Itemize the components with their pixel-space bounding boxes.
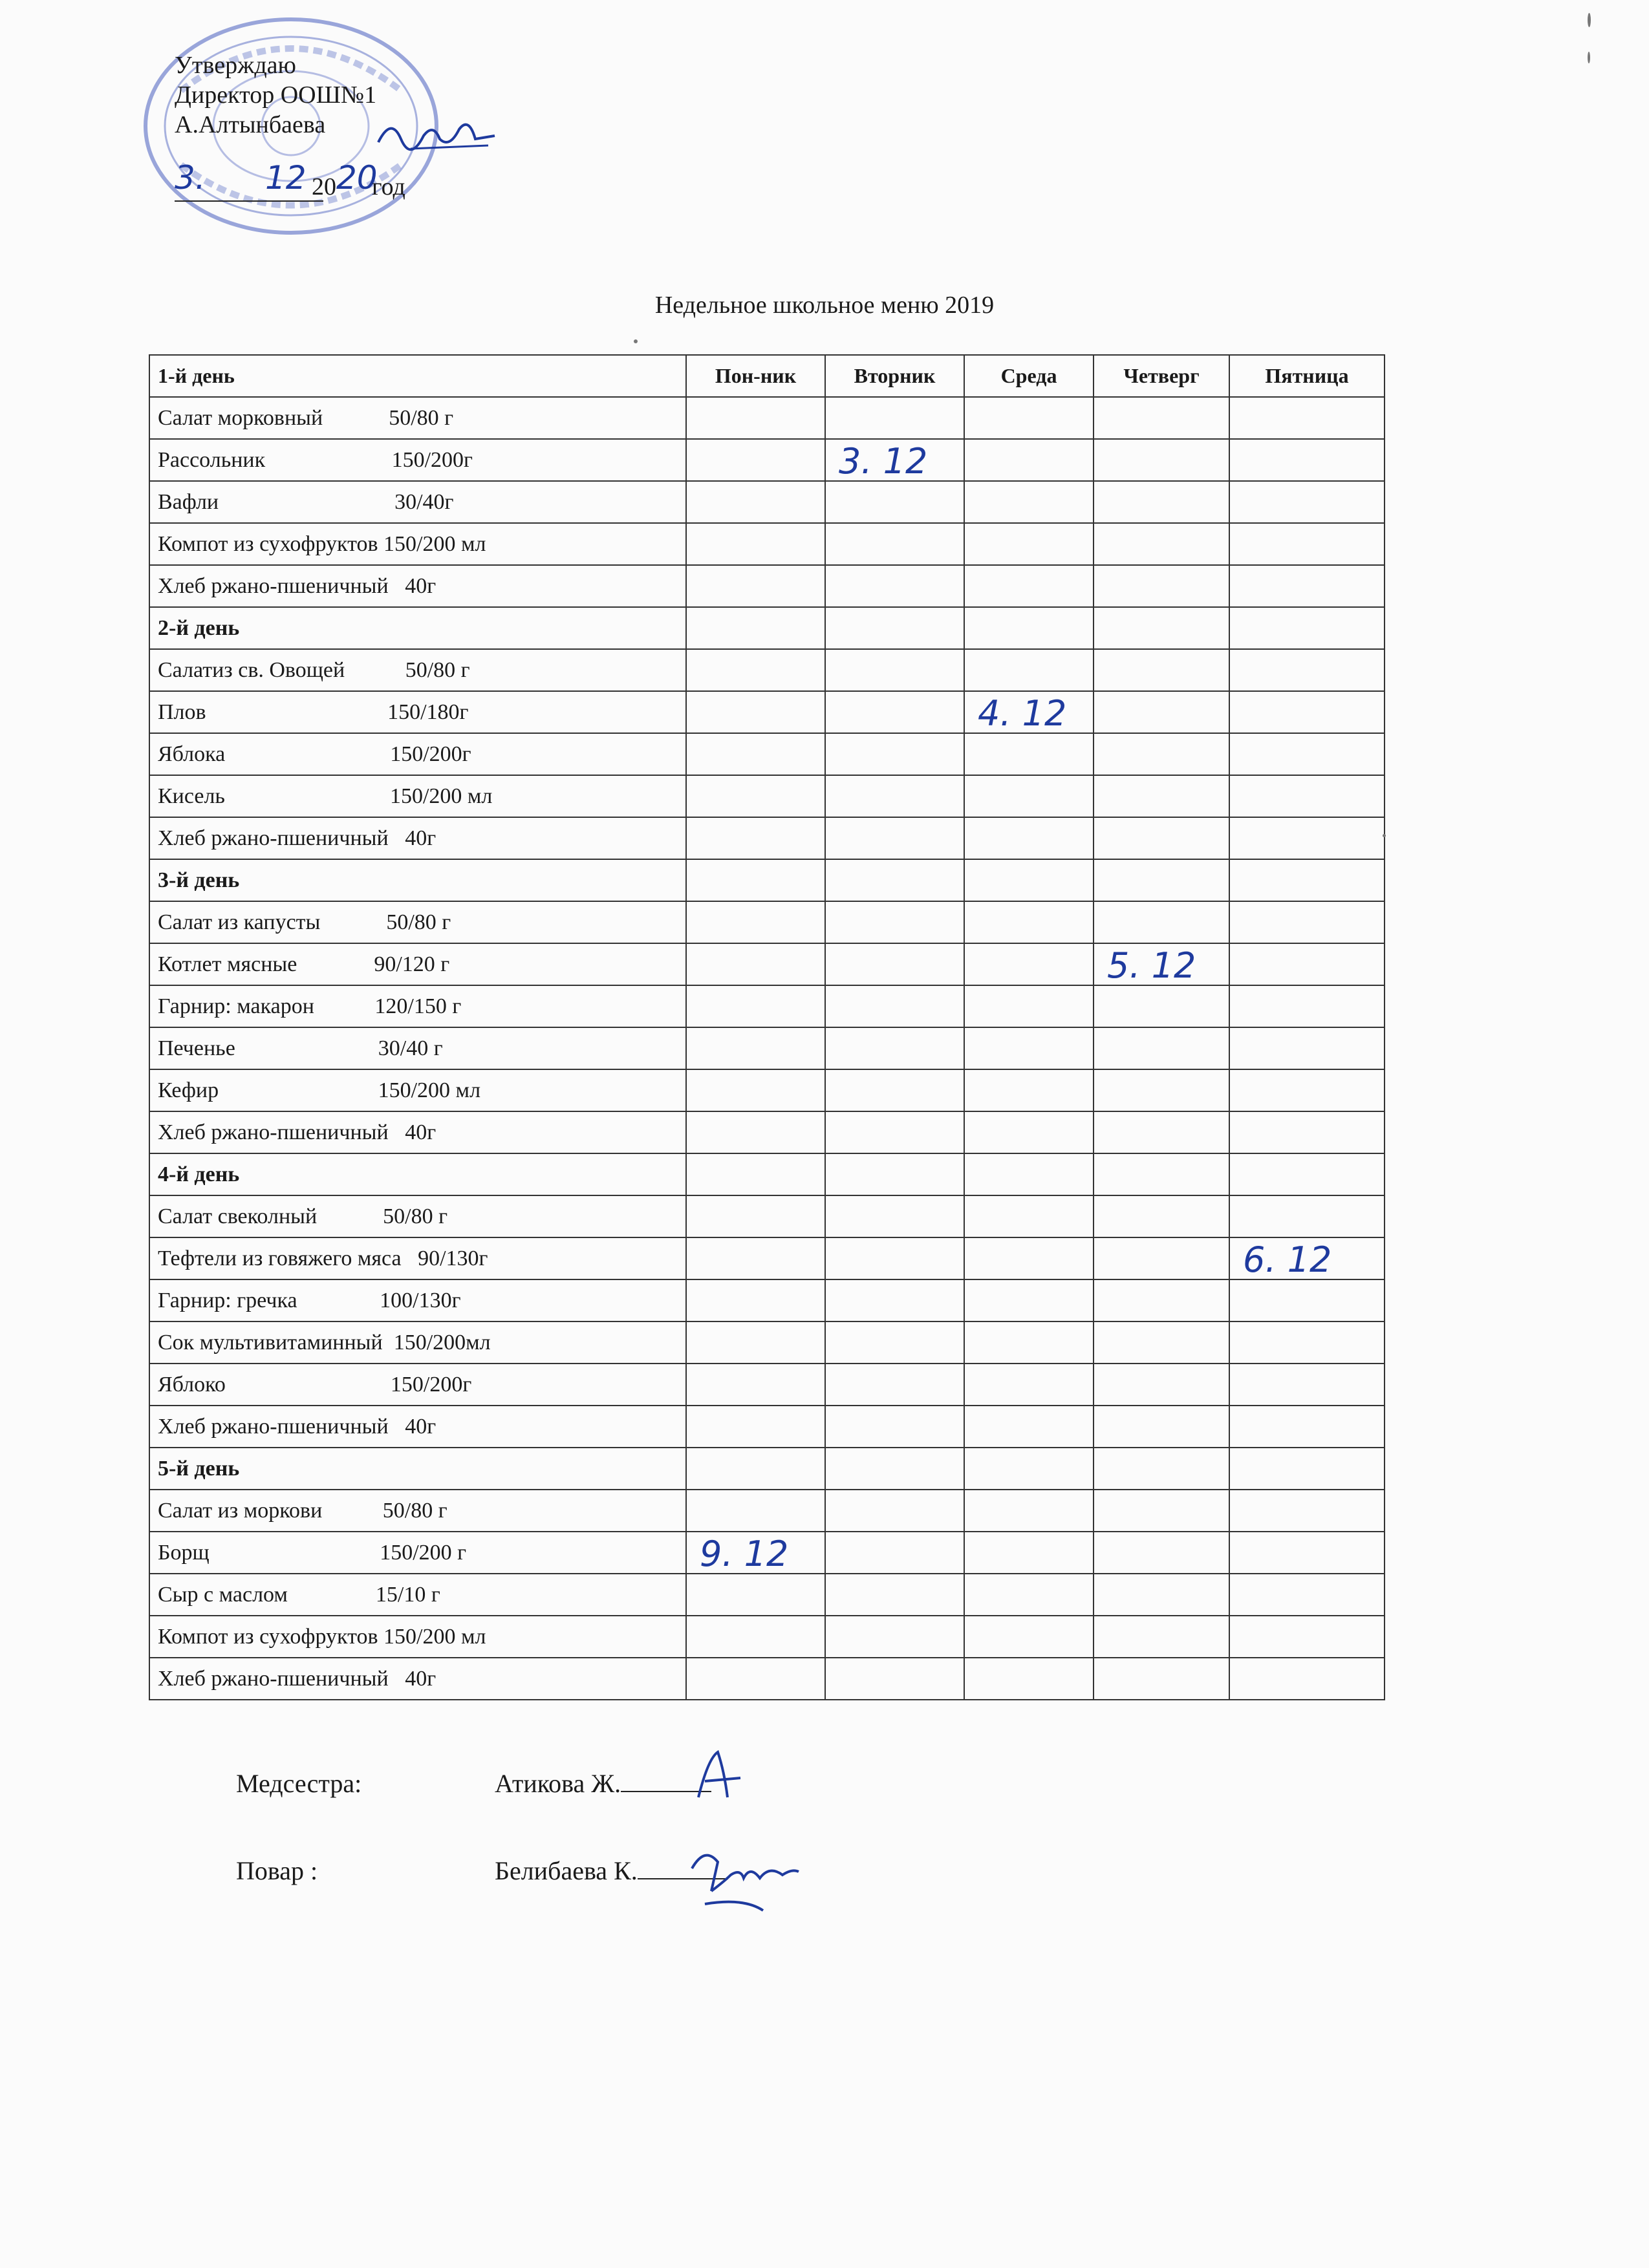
day-cell bbox=[825, 1195, 964, 1237]
day-cell bbox=[1094, 439, 1229, 481]
day-cell bbox=[825, 733, 964, 775]
day-cell bbox=[686, 1448, 825, 1490]
day-cell bbox=[686, 1279, 825, 1321]
day-cell bbox=[964, 817, 1094, 859]
day-cell bbox=[686, 691, 825, 733]
day-cell bbox=[1094, 901, 1229, 943]
menu-item: Тефтели из говяжего мяса 90/130г bbox=[149, 1237, 686, 1279]
day-cell bbox=[964, 1448, 1094, 1490]
table-row bbox=[149, 1364, 1385, 1406]
menu-item: Кисель 150/200 мл bbox=[149, 775, 686, 817]
day-cell bbox=[825, 1448, 964, 1490]
table-row bbox=[149, 1279, 1385, 1321]
day-cell bbox=[964, 1279, 1094, 1321]
day-cell bbox=[1229, 1321, 1385, 1364]
day-cell bbox=[1229, 775, 1385, 817]
menu-item: Компот из сухофруктов 150/200 мл bbox=[149, 1616, 686, 1658]
table-row bbox=[149, 901, 1385, 943]
day-cell bbox=[686, 397, 825, 439]
day-cell bbox=[964, 1069, 1094, 1111]
day-cell bbox=[686, 649, 825, 691]
menu-item: Хлеб ржано-пшеничный 40г bbox=[149, 817, 686, 859]
approval-date-day: 3. bbox=[175, 159, 206, 197]
handwritten-date: 6. 12 bbox=[1243, 1239, 1332, 1279]
table-row bbox=[149, 1532, 1385, 1574]
nurse-line bbox=[236, 1768, 711, 1799]
day-cell bbox=[1094, 1574, 1229, 1616]
day-cell bbox=[1229, 1069, 1385, 1111]
day-cell bbox=[1094, 733, 1229, 775]
day-cell bbox=[964, 1237, 1094, 1279]
day-cell bbox=[686, 859, 825, 901]
day-cell bbox=[686, 439, 825, 481]
day-cell bbox=[1229, 1532, 1385, 1574]
header-monday: Пон-ник bbox=[686, 355, 825, 397]
day-cell bbox=[1094, 1406, 1229, 1448]
day-cell bbox=[964, 859, 1094, 901]
table-row bbox=[149, 1616, 1385, 1658]
table-row bbox=[149, 565, 1385, 607]
table-row bbox=[149, 439, 1385, 481]
day-cell bbox=[964, 1406, 1094, 1448]
day-cell bbox=[1094, 691, 1229, 733]
day-cell bbox=[1229, 1195, 1385, 1237]
table-header-row bbox=[149, 355, 1385, 397]
day-cell bbox=[1094, 775, 1229, 817]
day-cell bbox=[825, 943, 964, 985]
day-cell bbox=[1094, 943, 1229, 985]
day-cell bbox=[1229, 1364, 1385, 1406]
day-cell bbox=[1094, 1448, 1229, 1490]
menu-item: Хлеб ржано-пшеничный 40г bbox=[149, 1658, 686, 1700]
day-cell bbox=[1229, 1658, 1385, 1700]
day-cell bbox=[686, 901, 825, 943]
scan-speck bbox=[1588, 13, 1591, 27]
day-cell bbox=[1229, 439, 1385, 481]
day-cell bbox=[825, 817, 964, 859]
day-cell bbox=[964, 901, 1094, 943]
day-cell bbox=[1094, 985, 1229, 1027]
day-cell bbox=[825, 1069, 964, 1111]
day-cell bbox=[964, 565, 1094, 607]
menu-item: Плов 150/180г bbox=[149, 691, 686, 733]
day-cell bbox=[825, 901, 964, 943]
day-cell bbox=[825, 859, 964, 901]
menu-item: Вафли 30/40г bbox=[149, 481, 686, 523]
approval-year-suffix: 20 bbox=[336, 159, 378, 197]
day-cell bbox=[1094, 1532, 1229, 1574]
day-cell bbox=[1094, 565, 1229, 607]
menu-item: Салат из капусты 50/80 г bbox=[149, 901, 686, 943]
day-cell bbox=[1229, 733, 1385, 775]
day-cell bbox=[1094, 1069, 1229, 1111]
day-cell bbox=[825, 607, 964, 649]
menu-item: Салат из моркови 50/80 г bbox=[149, 1490, 686, 1532]
menu-item: Хлеб ржано-пшеничный 40г bbox=[149, 1111, 686, 1153]
day-header-row bbox=[149, 859, 1385, 901]
director-signature bbox=[372, 110, 501, 162]
day-cell bbox=[686, 1490, 825, 1532]
handwritten-date: 3. 12 bbox=[839, 441, 928, 481]
handwritten-date: 9. 12 bbox=[700, 1534, 789, 1574]
day-cell bbox=[686, 1111, 825, 1153]
day-cell bbox=[1229, 691, 1385, 733]
day-cell bbox=[1094, 859, 1229, 901]
header-wednesday: Среда bbox=[964, 355, 1094, 397]
table-row bbox=[149, 817, 1385, 859]
day-cell bbox=[825, 1364, 964, 1406]
menu-item: Борщ 150/200 г bbox=[149, 1532, 686, 1574]
cook-line bbox=[236, 1856, 728, 1886]
approval-heading: Утверждаю bbox=[175, 52, 296, 79]
day-cell bbox=[686, 1069, 825, 1111]
day-cell bbox=[1094, 1153, 1229, 1195]
menu-item: Компот из сухофруктов 150/200 мл bbox=[149, 523, 686, 565]
day-cell bbox=[1229, 1111, 1385, 1153]
cook-role: Повар : bbox=[236, 1856, 318, 1885]
day-cell bbox=[1094, 649, 1229, 691]
header-friday: Пятница bbox=[1229, 355, 1385, 397]
menu-item: Гарнир: макарон 120/150 г bbox=[149, 985, 686, 1027]
day-cell bbox=[825, 1321, 964, 1364]
table-row bbox=[149, 649, 1385, 691]
header-tuesday: Вторник bbox=[825, 355, 964, 397]
day-cell bbox=[1229, 901, 1385, 943]
scan-speck bbox=[634, 339, 638, 343]
table-row bbox=[149, 1237, 1385, 1279]
day-cell bbox=[1094, 1658, 1229, 1700]
menu-item: Яблоко 150/200г bbox=[149, 1364, 686, 1406]
day-cell bbox=[1094, 481, 1229, 523]
scan-speck bbox=[1588, 52, 1590, 63]
day-cell bbox=[1229, 523, 1385, 565]
day-cell bbox=[964, 1490, 1094, 1532]
day-cell bbox=[1094, 1490, 1229, 1532]
day-cell bbox=[825, 481, 964, 523]
day-cell bbox=[825, 1532, 964, 1574]
table-row bbox=[149, 1490, 1385, 1532]
day-cell bbox=[686, 943, 825, 985]
page-title: Недельное школьное меню 2019 bbox=[654, 292, 995, 319]
day-header-row bbox=[149, 1448, 1385, 1490]
day-cell bbox=[1229, 1027, 1385, 1069]
header-day-1: 1-й день bbox=[149, 355, 686, 397]
day-cell bbox=[825, 691, 964, 733]
approval-position: Директор ООШ№1 bbox=[175, 81, 377, 109]
day-cell bbox=[964, 607, 1094, 649]
day-cell bbox=[964, 985, 1094, 1027]
table-row bbox=[149, 733, 1385, 775]
table-row bbox=[149, 775, 1385, 817]
menu-item: Кефир 150/200 мл bbox=[149, 1069, 686, 1111]
day-cell bbox=[686, 1195, 825, 1237]
table-row bbox=[149, 481, 1385, 523]
menu-item: Котлет мясные 90/120 г bbox=[149, 943, 686, 985]
day-cell bbox=[825, 775, 964, 817]
day-cell bbox=[1229, 943, 1385, 985]
day-cell bbox=[1229, 1448, 1385, 1490]
day-cell bbox=[964, 1364, 1094, 1406]
table-row bbox=[149, 985, 1385, 1027]
day-cell bbox=[964, 1195, 1094, 1237]
day-cell bbox=[825, 1153, 964, 1195]
day-cell bbox=[825, 565, 964, 607]
day-label: 2-й день bbox=[149, 607, 686, 649]
day-cell bbox=[686, 1574, 825, 1616]
day-cell bbox=[686, 1153, 825, 1195]
day-cell bbox=[1094, 817, 1229, 859]
day-cell bbox=[1229, 481, 1385, 523]
table-row bbox=[149, 1111, 1385, 1153]
day-cell bbox=[686, 1616, 825, 1658]
day-cell bbox=[825, 1616, 964, 1658]
day-cell bbox=[825, 397, 964, 439]
day-cell bbox=[686, 1364, 825, 1406]
menu-item: Печенье 30/40 г bbox=[149, 1027, 686, 1069]
day-cell bbox=[964, 649, 1094, 691]
menu-item: Яблока 150/200г bbox=[149, 733, 686, 775]
day-cell bbox=[964, 523, 1094, 565]
day-cell bbox=[964, 775, 1094, 817]
approval-year-word: год bbox=[372, 173, 405, 200]
day-cell bbox=[964, 439, 1094, 481]
day-cell bbox=[686, 1406, 825, 1448]
day-cell bbox=[1229, 649, 1385, 691]
day-cell bbox=[1229, 817, 1385, 859]
header-thursday: Четверг bbox=[1094, 355, 1229, 397]
day-cell bbox=[1094, 397, 1229, 439]
day-cell bbox=[686, 985, 825, 1027]
table-row bbox=[149, 943, 1385, 985]
day-cell bbox=[825, 1027, 964, 1069]
day-cell bbox=[825, 1111, 964, 1153]
day-cell bbox=[686, 1027, 825, 1069]
approval-block bbox=[175, 50, 405, 200]
table-row bbox=[149, 691, 1385, 733]
day-cell bbox=[825, 439, 964, 481]
menu-item: Сок мультивитаминный 150/200мл bbox=[149, 1321, 686, 1364]
day-cell bbox=[686, 607, 825, 649]
day-cell bbox=[964, 943, 1094, 985]
day-label: 5-й день bbox=[149, 1448, 686, 1490]
day-cell bbox=[1229, 1406, 1385, 1448]
nurse-name: Атикова Ж. bbox=[495, 1769, 621, 1798]
day-cell bbox=[964, 1321, 1094, 1364]
day-cell bbox=[964, 1616, 1094, 1658]
day-cell bbox=[1094, 607, 1229, 649]
day-cell bbox=[825, 649, 964, 691]
day-cell bbox=[964, 1658, 1094, 1700]
day-cell bbox=[1094, 1321, 1229, 1364]
menu-item: Хлеб ржано-пшеничный 40г bbox=[149, 1406, 686, 1448]
day-cell bbox=[1094, 1616, 1229, 1658]
day-cell bbox=[964, 1027, 1094, 1069]
day-cell bbox=[1094, 1279, 1229, 1321]
table-row bbox=[149, 523, 1385, 565]
day-cell bbox=[825, 1490, 964, 1532]
table-row bbox=[149, 397, 1385, 439]
table-row bbox=[149, 1574, 1385, 1616]
day-cell bbox=[1094, 1364, 1229, 1406]
day-cell bbox=[686, 1237, 825, 1279]
day-label: 4-й день bbox=[149, 1153, 686, 1195]
day-cell bbox=[825, 985, 964, 1027]
handwritten-date: 5. 12 bbox=[1107, 945, 1196, 985]
day-cell bbox=[686, 733, 825, 775]
day-cell bbox=[825, 1406, 964, 1448]
day-cell bbox=[825, 1574, 964, 1616]
cook-name: Белибаева К. bbox=[495, 1856, 638, 1885]
scan-speck bbox=[1383, 834, 1386, 837]
day-label: 3-й день bbox=[149, 859, 686, 901]
table-row bbox=[149, 1321, 1385, 1364]
day-cell bbox=[686, 1321, 825, 1364]
day-cell bbox=[825, 1658, 964, 1700]
menu-item: Салат свеколный 50/80 г bbox=[149, 1195, 686, 1237]
day-cell bbox=[964, 1574, 1094, 1616]
day-cell bbox=[1229, 397, 1385, 439]
table-row bbox=[149, 1027, 1385, 1069]
day-cell bbox=[964, 397, 1094, 439]
approval-name: А.Алтынбаева bbox=[175, 111, 326, 138]
handwritten-date: 4. 12 bbox=[978, 693, 1067, 733]
day-cell bbox=[1229, 1279, 1385, 1321]
day-cell bbox=[1229, 985, 1385, 1027]
day-cell bbox=[964, 1153, 1094, 1195]
day-header-row bbox=[149, 1153, 1385, 1195]
day-cell bbox=[1094, 523, 1229, 565]
table-row bbox=[149, 1658, 1385, 1700]
day-cell bbox=[686, 817, 825, 859]
menu-item: Салатиз св. Овощей 50/80 г bbox=[149, 649, 686, 691]
day-cell bbox=[686, 1532, 825, 1574]
day-cell bbox=[686, 1658, 825, 1700]
table-row bbox=[149, 1406, 1385, 1448]
menu-item: Рассольник 150/200г bbox=[149, 439, 686, 481]
nurse-signature bbox=[679, 1746, 757, 1804]
day-cell bbox=[1229, 859, 1385, 901]
day-cell bbox=[964, 1532, 1094, 1574]
day-cell bbox=[825, 523, 964, 565]
approval-date-month: 12 bbox=[265, 159, 307, 197]
day-cell bbox=[686, 523, 825, 565]
menu-item: Сыр с маслом 15/10 г bbox=[149, 1574, 686, 1616]
day-cell bbox=[964, 733, 1094, 775]
day-cell bbox=[1229, 1616, 1385, 1658]
day-cell bbox=[1094, 1027, 1229, 1069]
day-header-row bbox=[149, 607, 1385, 649]
menu-item: Хлеб ржано-пшеничный 40г bbox=[149, 565, 686, 607]
menu-item: Салат морковный 50/80 г bbox=[149, 397, 686, 439]
day-cell bbox=[1229, 1237, 1385, 1279]
day-cell bbox=[964, 481, 1094, 523]
cook-signature bbox=[679, 1843, 802, 1914]
day-cell bbox=[825, 1237, 964, 1279]
day-cell bbox=[1229, 565, 1385, 607]
day-cell bbox=[686, 565, 825, 607]
approval-year-prefix: 20 bbox=[312, 173, 336, 200]
day-cell bbox=[964, 1111, 1094, 1153]
day-cell bbox=[686, 775, 825, 817]
day-cell bbox=[1229, 1574, 1385, 1616]
day-cell bbox=[1229, 1490, 1385, 1532]
menu-table bbox=[149, 354, 1385, 1700]
day-cell bbox=[1094, 1111, 1229, 1153]
day-cell bbox=[1094, 1237, 1229, 1279]
nurse-role: Медсестра: bbox=[236, 1769, 362, 1798]
day-cell bbox=[1229, 607, 1385, 649]
day-cell bbox=[1094, 1195, 1229, 1237]
day-cell bbox=[825, 1279, 964, 1321]
table-row bbox=[149, 1069, 1385, 1111]
menu-item: Гарнир: гречка 100/130г bbox=[149, 1279, 686, 1321]
table-row bbox=[149, 1195, 1385, 1237]
day-cell bbox=[686, 481, 825, 523]
day-cell bbox=[964, 691, 1094, 733]
day-cell bbox=[1229, 1153, 1385, 1195]
